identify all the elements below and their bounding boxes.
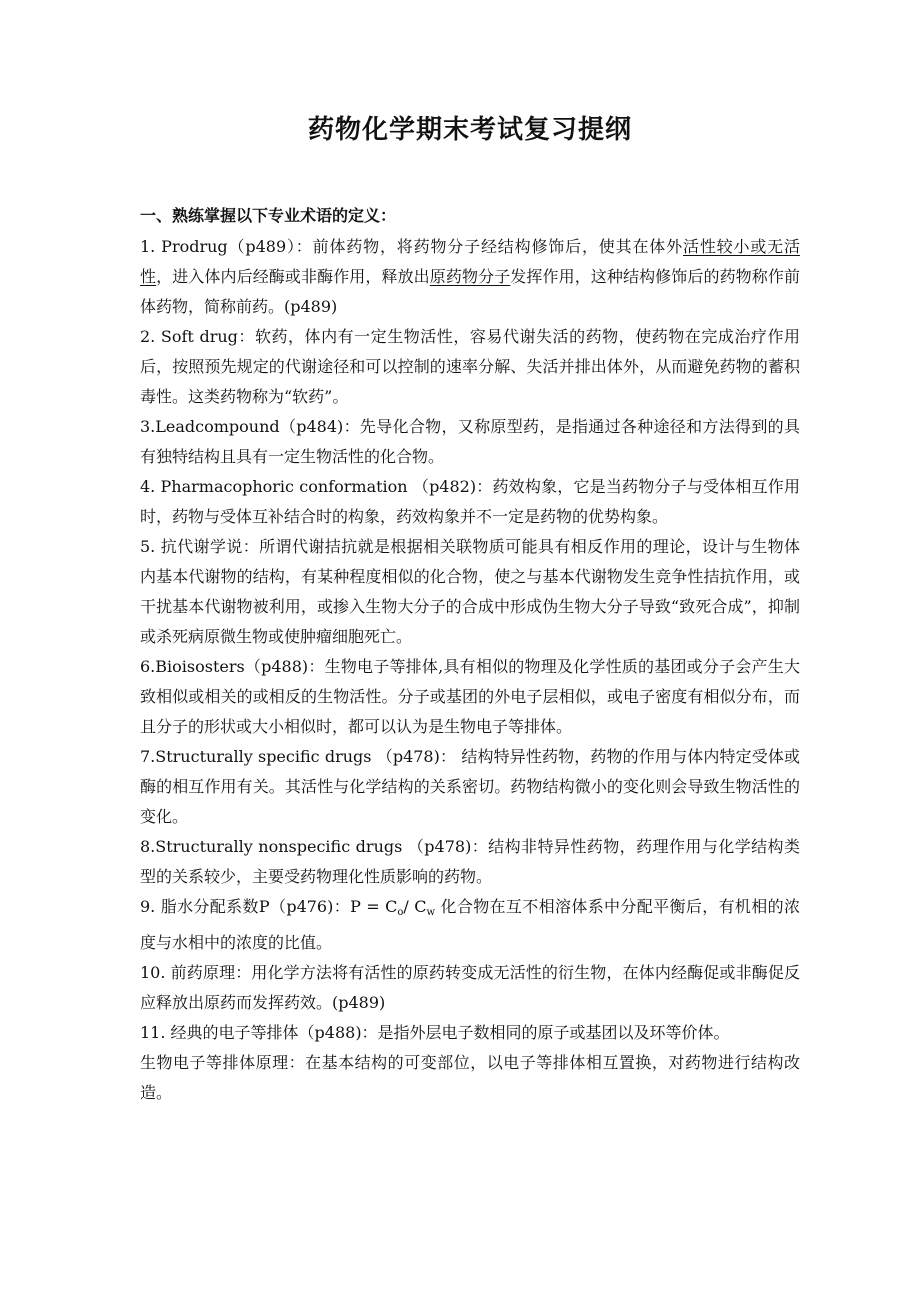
subscript-w: w <box>426 907 436 918</box>
page-title: 药物化学期末考试复习提纲 <box>307 115 632 145</box>
definition-item-12: 生物电子等排体原理：在基本结构的可变部位，以电子等排体相互置换，对药物进行结构改造。 <box>140 1053 800 1102</box>
section-heading-1: 一、熟练掌握以下专业术语的定义： <box>140 206 397 225</box>
definition-item-10: 10. 前药原理：用化学方法将有活性的原药转变成无活性的衍生物，在体内经酶促或非酶促反应释放出原药而发挥药效。(p489) <box>140 963 800 1012</box>
definition-item-1: 1. Prodrug（p489）：前体药物，将药物分子经结构修饰后，使其在体外活性较小或无活性，进入体内后经酶或非酶作用，释放出原药物分子发挥作用，这种结构修饰后的药物称作前体药物，简称前药。(p489) <box>140 237 800 316</box>
definition-item-2: 2. Soft drug：软药，体内有一定生物活性，容易代谢失活的药物，使药物在完成治疗作用后，按照预先规定的代谢途径和可以控制的速率分解、失活并排出体外，从而避免药物的蓄积毒性。这类药物称为“软药”。 <box>140 327 800 406</box>
definition-item-3: 3.Leadcompound（p484)：先导化合物，又称原型药，是指通过各种途径和方法得到的具有独特结构且具有一定生物活性的化合物。 <box>140 417 800 466</box>
definition-item-7: 7.Structurally specific drugs （p478)： 结构特异性药物，药物的作用与体内特定受体或酶的相互作用有关。其活性与化学结构的关系密切。药物结构微小的变化则会导致生物活性的变化。 <box>140 747 800 826</box>
subscript-o: o <box>397 907 404 918</box>
definition-item-8: 8.Structurally nonspecific drugs （p478)：结构非特异性药物，药理作用与化学结构类型的关系较少，主要受药物理化性质影响的药物。 <box>140 837 800 886</box>
underlined-phrase: 活性较小或无活性 <box>140 237 800 286</box>
definition-item-9: 9. 脂水分配系数P（p476)：$P = C_o/$ $C_w$ 化合物在互不相溶体系中分配平衡后，有机相的浓度与水相中的浓度的比值。 <box>140 897 800 952</box>
definition-item-11: 11. 经典的电子等排体（p488)：是指外层电子数相同的原子或基团以及环等价体。 <box>140 1023 730 1042</box>
definition-item-4: 4. Pharmacophoric conformation （p482)：药效构象，它是当药物分子与受体相互作用时，药物与受体互补结合时的构象，药效构象并不一定是药物的优势构象。 <box>140 477 800 526</box>
underlined-phrase: 原药物分子 <box>429 267 511 286</box>
definition-item-6: 6.Bioisosters（p488)：生物电子等排体,具有相似的物理及化学性质的基团或分子会产生大致相似或相关的或相反的生物活性。分子或基团的外电子层相似，或电子密度有相似分布，而且分子的形状或大小相似时，都可以认为是生物电子等排体。 <box>140 657 800 736</box>
document-page <box>140 112 800 1108</box>
definition-item-5: 5. 抗代谢学说：所谓代谢拮抗就是根据相关联物质可能具有相反作用的理论，设计与生物体内基本代谢物的结构，有某种程度相似的化合物，使之与基本代谢物发生竞争性拮抗作用，或干扰基本代谢物被利用，或掺入生物大分子的合成中形成伪生物大分子导致“致死合成”，抑制或杀死病原微生物或使肿瘤细胞死亡。 <box>140 537 800 646</box>
